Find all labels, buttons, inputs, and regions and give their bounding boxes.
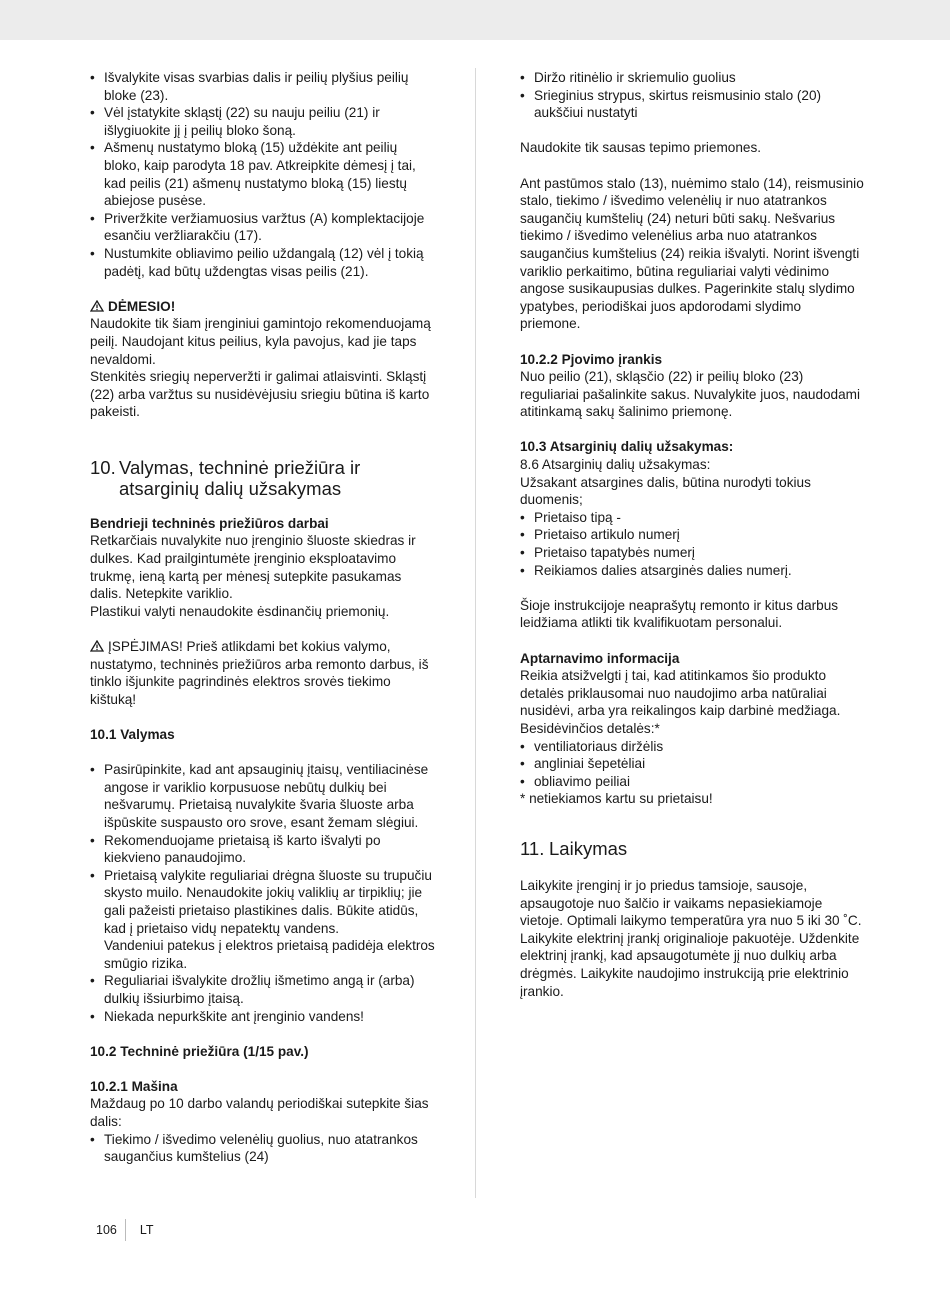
section-10-3-line1: 8.6 Atsarginių dalių užsakymas:: [520, 457, 711, 473]
section-11-heading: [520, 838, 865, 859]
service-info-text: Reikia atsižvelgti į tai, kad atitinkamos šio produkto detalės priklausomai nuo naudojimo arba natūraliai nusidėvi, arba yra reikalingos kaip darbinė medžiaga.: [520, 668, 841, 719]
list-item: • Nustumkite obliavimo peilio uždangalą (12) vėl į tokią padėtį, kad būtų uždengtas visas peilis (21).: [90, 245, 435, 280]
section-11-title: Laikymas: [549, 837, 628, 859]
section-10-2-2-title: 10.2.2 Pjovimo įrankis: [520, 351, 663, 367]
column-divider: [475, 68, 476, 1198]
cleaning-list: [90, 761, 435, 1025]
page-number: 106: [96, 1223, 117, 1237]
section-10-2-1-text: Maždaug po 10 darbo valandų periodiškai sutepkite šias dalis:: [90, 1096, 429, 1130]
section-11-number: 11.: [520, 837, 545, 859]
list-item: • Reikiamos dalies atsarginės dalies numerį.: [520, 562, 865, 580]
repair-note: Šioje instrukcijoje neaprašytų remonto ir kitus darbus leidžiama atlikti tik kvalifikuotam personalui.: [520, 597, 839, 631]
footer-separator: [125, 1219, 126, 1241]
lubrication-list-continued: [520, 69, 865, 122]
attention-title: DĖMESIO!: [108, 298, 176, 314]
list-item: • obliavimo peiliai: [520, 773, 865, 791]
list-item: • Pasirūpinkite, kad ant apsauginių įtaisų, ventiliacinėse angose ir variklio korpusuose nebūtų dulkių bei nešvarumų. Prietaisą nuvalykite švaria šluoste arba išpūskite suspausto oro srove, esant žemam slėgiui.: [90, 761, 435, 831]
language-code: LT: [139, 1223, 154, 1237]
list-item: • Tiekimo / išvedimo velenėlių guolius, nuo atatrankos saugančius kumštelius (24): [90, 1131, 435, 1166]
section-10-3-title: 10.3 Atsarginių dalių užsakymas:: [520, 439, 734, 455]
list-item: • Srieginius strypus, skirtus reismusinio stalo (20) aukščiui nustatyti: [520, 87, 865, 122]
right-column: [520, 69, 865, 1000]
tables-cleaning-text: Ant pastūmos stalo (13), nuėmimo stalo (14), reismusinio stalo, tiekimo / išvedimo velenėlių ir nuo atatrankos saugančių kumštelių (24) neturi būti sakų. Nešvarius tiekimo / išvedimo velenėlius arba nuo atatrankos saugančius kumštelius (24) reikia išvalyti. Norint išvengti variklio perkaitimo, būtina reguliariai valyti vėdinimo angose susikaupusias dulkes. Pagerinkite stalų slydimo ypatybes, periodiškai juos apdorodami slydimo priemone.: [520, 175, 864, 332]
warning-triangle-icon: [90, 300, 104, 312]
list-item: • Niekada nepurkškite ant įrenginio vandens!: [90, 1008, 435, 1026]
section-10-1-title: 10.1 Valymas: [90, 727, 175, 742]
general-maintenance-title: Bendrieji techninės priežiūros darbai: [90, 515, 329, 531]
general-maintenance-text-2: Plastikui valyti nenaudokite ėsdinančių priemonių.: [90, 603, 390, 619]
section-10-number: 10.: [90, 456, 116, 478]
attention-text-2: Stenkitės sriegių neperveržti ir galimai atlaisvinti. Skląstį (22) arba varžtus su nusidėvėjusiu sriegiu būtina iš karto pakeisti.: [90, 369, 430, 420]
lubrication-list: [90, 1131, 435, 1166]
list-item: • Prietaiso tapatybės numerį: [520, 544, 865, 562]
section-10-title-line1: Valymas, techninė priežiūra ir: [119, 456, 361, 478]
section-10-2-2-text: Nuo peilio (21), skląsčio (22) ir peilių bloko (23) reguliariai pašalinkite sakus. Nuvalykite juos, naudodami atitinkamą sakų šalinimo priemonę.: [520, 369, 861, 420]
lubricant-note: Naudokite tik sausas tepimo priemones.: [520, 140, 762, 156]
warning-triangle-icon: [90, 640, 104, 652]
list-item: • ventiliatoriaus diržėlis: [520, 738, 865, 756]
wear-parts-title: Besidėvinčios detalės:*: [520, 720, 660, 736]
attention-heading: [90, 298, 435, 316]
list-item: • Prietaiso artikulo numerį: [520, 526, 865, 544]
page-footer: [96, 1219, 154, 1241]
section-10-heading: [90, 457, 435, 499]
list-item: • Priveržkite veržiamuosius varžtus (A) komplektacijoje esančiu veržliarakčiu (17).: [90, 210, 435, 245]
list-item: • Rekomenduojame prietaisą iš karto išvalyti po kiekvieno panaudojimo.: [90, 832, 435, 867]
left-column: [90, 69, 435, 1166]
list-item-text: Prietaisą valykite reguliariai drėgna šluoste su trupučiu skysto muilo. Nenaudokite jokių valiklių ar tirpiklių; jie gali pažeisti prietaiso plastikines dalis. Būkite atidūs, kad į prietaiso vidų nepatektų vandens.: [104, 867, 432, 936]
list-item: • Ašmenų nustatymo bloką (15) uždėkite ant peilių bloko, kaip parodyta 18 pav. Atkreipkite dėmesį į tai, kad peilis (21) ašmenų nustatymo bloką (15) liestų abiejose pusėse.: [90, 139, 435, 209]
list-item: • Vėl įstatykite skląstį (22) su nauju peiliu (21) ir išlygiuokite jį į peilių bloko šoną.: [90, 104, 435, 139]
general-maintenance-text: Retkarčiais nuvalykite nuo įrenginio šluoste skiedras ir dulkes. Kad prailgintumėte įrenginio eksploatavimo trukmę, ieną kartą per mėnesį sutepkite pasukamas dalis. Netepkite variklio.: [90, 533, 416, 602]
order-data-list: [520, 509, 865, 579]
attention-text-1: Naudokite tik šiam įrenginiui gamintojo rekomenduojamą peilį. Naudojant kitus peilius, kyla pavojus, kad jie taps nevaldomi.: [90, 316, 431, 367]
storage-text: Laikykite įrenginį ir jo priedus tamsioje, sausoje, apsaugotoje nuo šalčio ir vaikams nepasiekiamoje vietoje. Optimali laikymo temperatūra yra nuo 5 iki 30 ˚C. Laikykite elektrinį įrankį originalioje pakuotėje. Uždenkite elektrinį įrankį, kad apsaugotumėte jį nuo dulkių arba drėgmės. Laikykite naudojimo instrukciją prie elektrinio įrankio.: [520, 877, 862, 999]
warning-paragraph: [90, 638, 435, 708]
section-10-title-line2: atsarginių dalių užsakymas: [119, 477, 342, 499]
list-item: • Prietaiso tipą -: [520, 509, 865, 527]
top-bar: [0, 0, 950, 40]
intro-list: [90, 69, 435, 280]
list-item-extra: Vandeniui patekus į elektros prietaisą padidėja elektros smūgio rizika.: [104, 938, 435, 971]
wear-parts-list: [520, 738, 865, 791]
list-item: • Diržo ritinėlio ir skriemulio guolius: [520, 69, 865, 87]
service-info-title: Aptarnavimo informacija: [520, 650, 680, 666]
list-item: • Išvalykite visas svarbias dalis ir peilių plyšius peilių bloke (23).: [90, 69, 435, 104]
list-item: • Reguliariai išvalykite drožlių išmetimo angą ir (arba) dulkių išsiurbimo įtaisą.: [90, 972, 435, 1007]
section-10-2-1-title: 10.2.1 Mašina: [90, 1078, 178, 1094]
list-item: [90, 867, 435, 973]
wear-parts-note: * netiekiamos kartu su prietaisu!: [520, 791, 713, 807]
section-10-3-line2: Užsakant atsargines dalis, būtina nurodyti tokius duomenis;: [520, 474, 811, 508]
warning-text: ĮSPĖJIMAS! Prieš atlikdami bet kokius valymo, nustatymo, techninės priežiūros arba remonto darbus, iš tinklo išjunkite pagrindinės elektros srovės tiekimo kištuką!: [90, 639, 429, 707]
section-10-2-title: 10.2 Techninė priežiūra (1/15 pav.): [90, 1043, 309, 1059]
list-item: • angliniai šepetėliai: [520, 755, 865, 773]
